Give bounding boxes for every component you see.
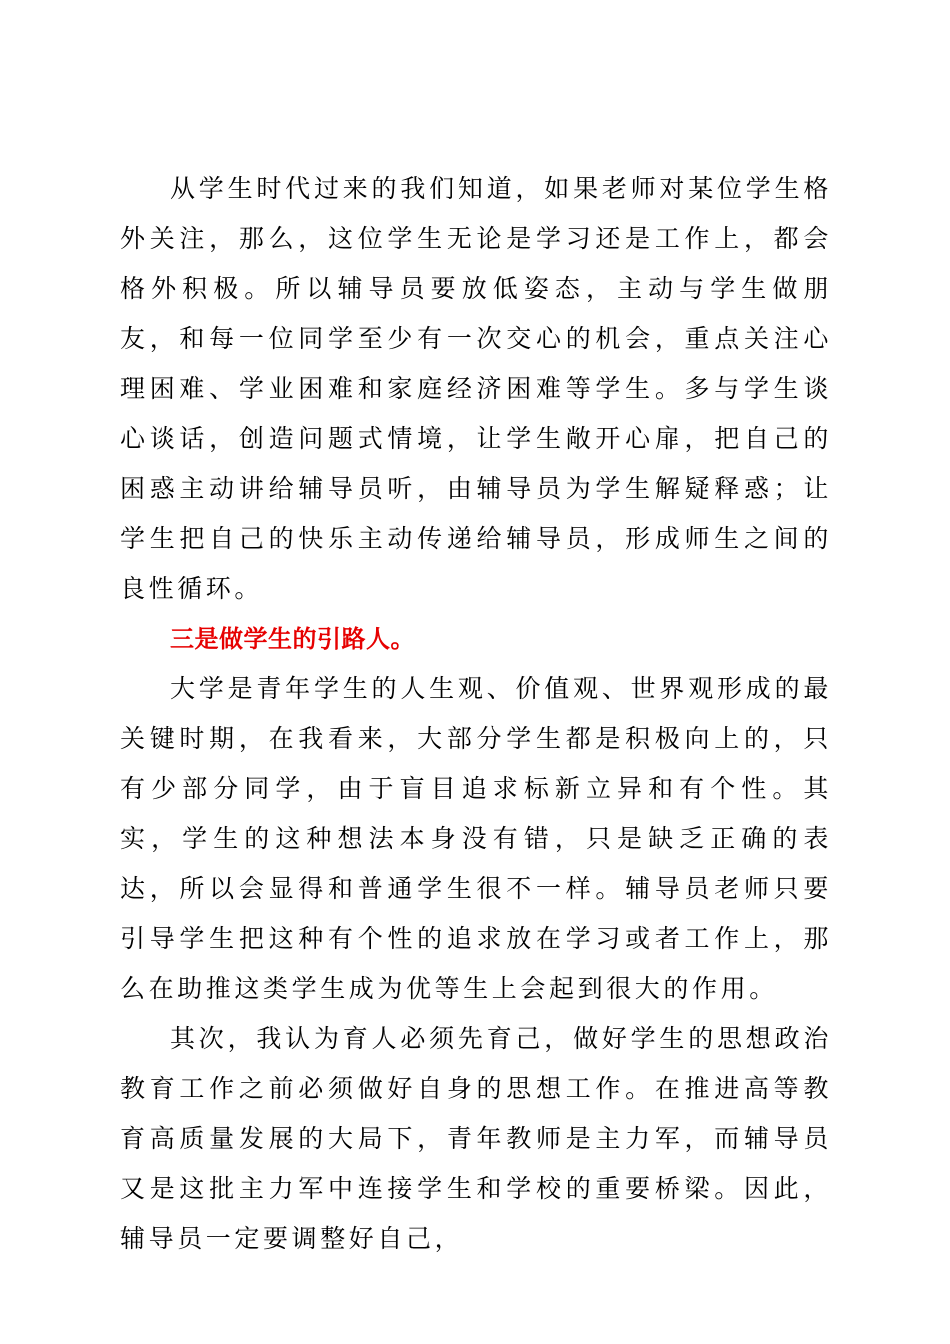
paragraph-3: 其次，我认为育人必须先育己，做好学生的思想政治教育工作之前必须做好自身的思想工作。在推进高等教育高质量发展的大局下，青年教师是主力军，而辅导员又是这批主力军中连接学生和学校的重要桥梁。因此，辅导员一定要调整好自己，: [120, 1024, 832, 1253]
paragraph-1: 从学生时代过来的我们知道，如果老师对某位学生格外关注，那么，这位学生无论是学习还是工作上，都会格外积极。所以辅导员要放低姿态，主动与学生做朋友，和每一位同学至少有一次交心的机会，重点关注心理困难、学业困难和家庭经济困难等学生。多与学生谈心谈话，创造问题式情境，让学生敞开心扉，把自己的困惑主动讲给辅导员听，由辅导员为学生解疑释惑；让学生把自己的快乐主动传递给辅导员，形成师生之间的良性循环。: [120, 174, 832, 603]
paragraph-2: 大学是青年学生的人生观、价值观、世界观形成的最关键时期，在我看来，大部分学生都是积极向上的，只有少部分同学，由于盲目追求标新立异和有个性。其实，学生的这种想法本身没有错，只是缺乏正确的表达，所以会显得和普通学生很不一样。辅导员老师只要引导学生把这种有个性的追求放在学习或者工作上，那么在助推这类学生成为优等生上会起到很大的作用。: [120, 674, 832, 1003]
section-heading: 三是做学生的引路人。: [170, 625, 415, 653]
document-page: [120, 164, 832, 1264]
